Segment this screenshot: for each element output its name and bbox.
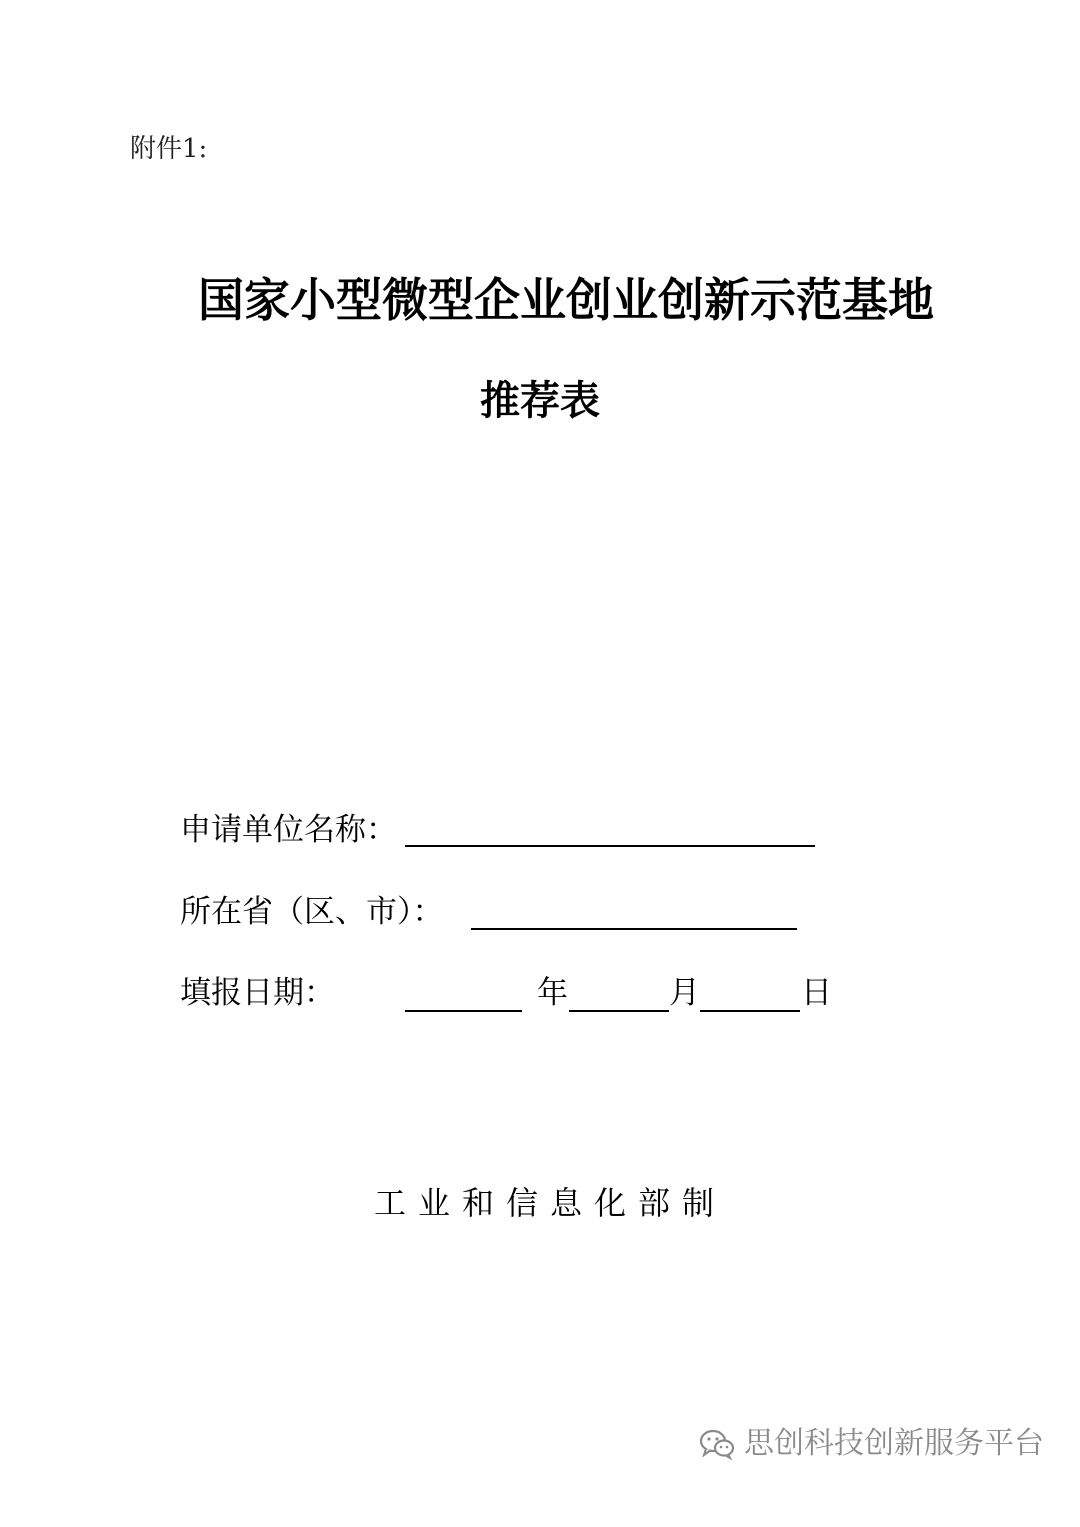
watermark: [698, 1424, 1044, 1464]
issuer-text: 工业和信息化部制: [373, 1184, 726, 1222]
year-label: 年: [537, 975, 568, 1011]
month-field[interactable]: [569, 1010, 669, 1012]
fill-date-row: [180, 973, 335, 1013]
applicant-name-row: [180, 810, 397, 850]
wechat-icon: [698, 1428, 736, 1460]
watermark-text: 思创科技创新服务平台: [744, 1426, 1044, 1461]
province-label: 所在省（区、市）：: [180, 894, 444, 930]
day-field[interactable]: [700, 1010, 800, 1012]
day-label: 日: [801, 975, 832, 1011]
fill-date-label: 填报日期：: [180, 975, 335, 1011]
applicant-name-field[interactable]: [405, 845, 815, 847]
month-label: 月: [669, 975, 700, 1011]
applicant-name-label: 申请单位名称：: [180, 812, 397, 848]
province-field[interactable]: [471, 928, 797, 930]
year-field[interactable]: [405, 1010, 522, 1012]
province-row: [180, 892, 444, 932]
document-title: 国家小型微型企业创业创新示范基地: [198, 273, 934, 327]
document-subtitle: 推荐表: [480, 378, 600, 424]
attachment-label: 附件1:: [130, 134, 208, 164]
